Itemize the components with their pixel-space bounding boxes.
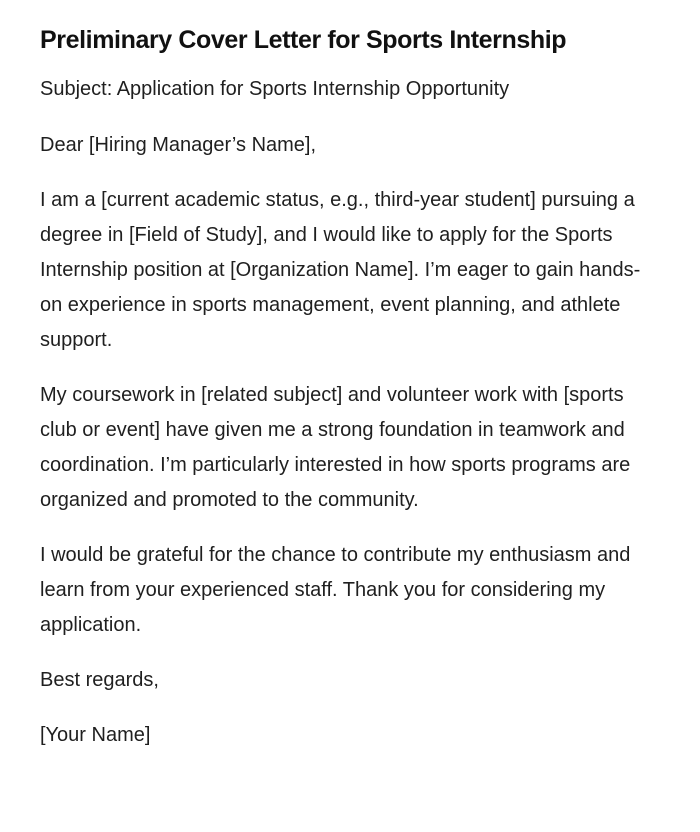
subject-line: Subject: Application for Sports Internship Opportunity [40,78,510,100]
body-paragraph-3: I would be grateful for the chance to contribute my enthusiasm and learn from your experienced staff. Thank you for considering my application. [40,544,631,636]
greeting: Dear [Hiring Manager’s Name], [40,134,317,156]
body-paragraph-1: I am a [current academic status, e.g., third-year student] pursuing a degree in [Field of Study], and I would like to apply for the Sports Internship position at [Organization Name]. I’m eager to gain hands-on experience in sports management, event planning, and athlete support. [40,189,641,351]
body-paragraph-2: My coursework in [related subject] and volunteer work with [sports club or event] have given me a strong foundation in teamwork and coordination. I’m particularly interested in how sports programs are organized and promoted to the community. [40,384,631,511]
signature-placeholder: [Your Name] [40,724,151,746]
page-title: Preliminary Cover Letter for Sports Internship [40,26,567,54]
cover-letter-page [40,22,650,753]
closing: Best regards, [40,669,159,691]
